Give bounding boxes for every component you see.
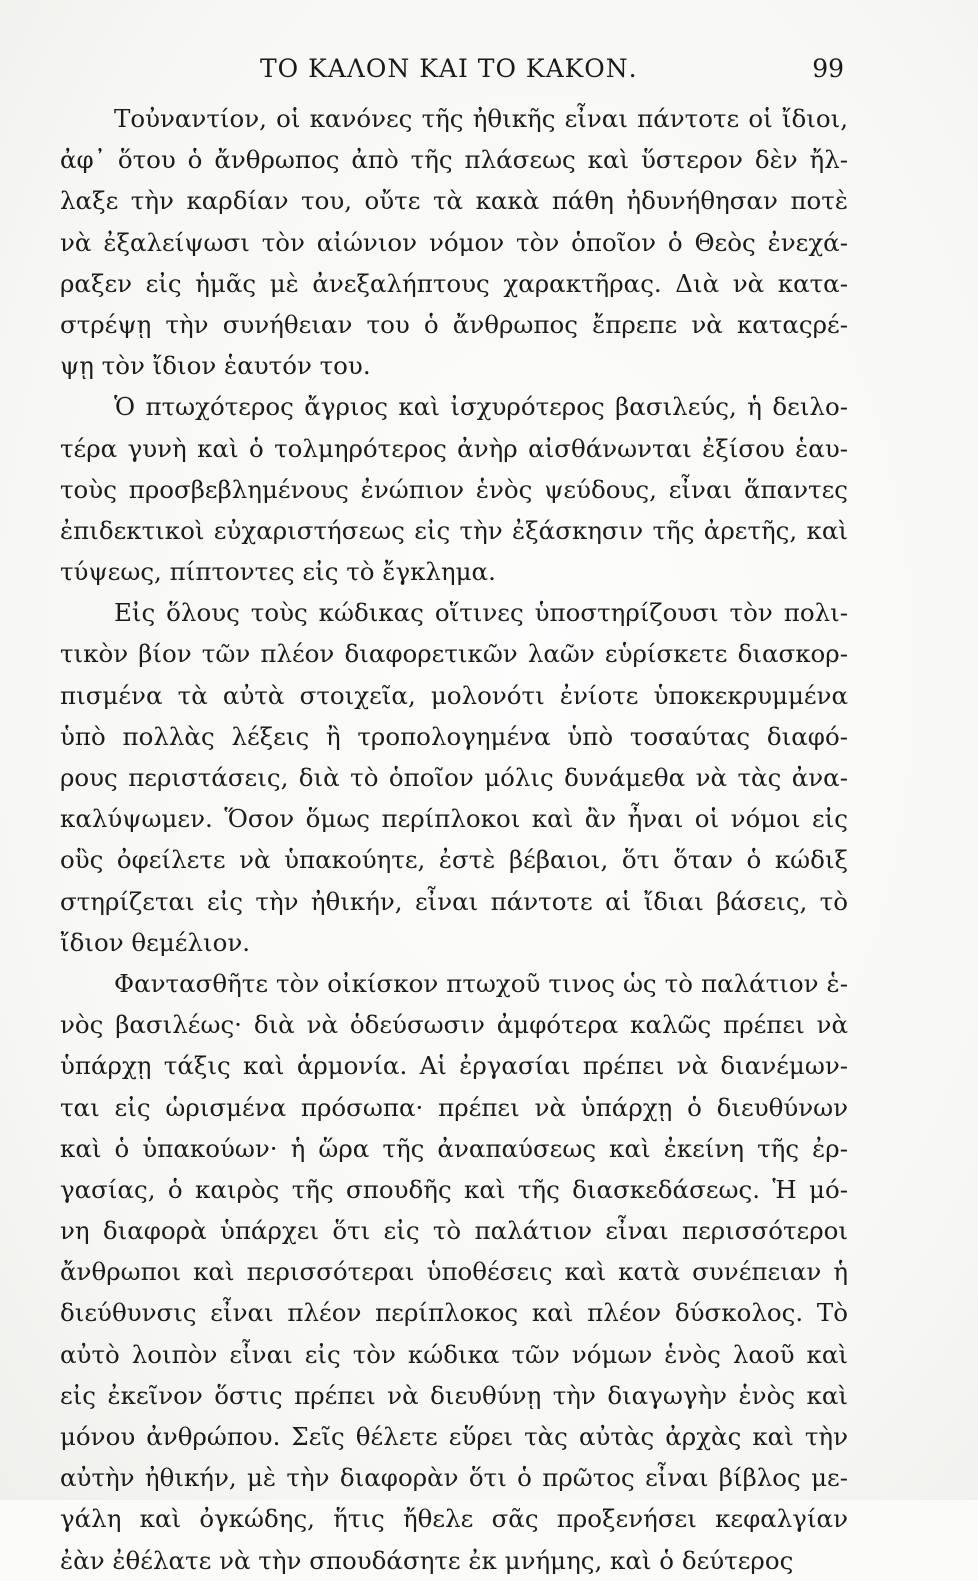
text-line: ρους περιστάσεις, διὰ τὸ ὁποῖον μόλις δυνάμεθα νὰ τὰς ἀνα- bbox=[60, 763, 848, 792]
text-line: ἀφ᾿ ὅτου ὁ ἄνθρωπος ἀπὸ τῆς πλάσεως καὶ ὕστερον δὲν ἤλ- bbox=[60, 145, 848, 175]
paragraph bbox=[60, 592, 848, 963]
text-line: τοὺς προσβεβλημένους ἐνώπιον ἑνὸς ψεύδους, εἶναι ἅπαντες bbox=[60, 474, 848, 504]
text-line: νὸς βασιλέως· διὰ νὰ ὁδεύσωσιν ἀμφότερα καλῶς πρέπει νὰ bbox=[60, 1010, 848, 1040]
page-number: 99 bbox=[812, 54, 844, 83]
text-line: ὑπὸ πολλὰς λέξεις ἢ τροπολογημένα ὑπὸ τοσαύτας διαφό- bbox=[60, 721, 848, 751]
running-title: ΤΟ ΚΑΛΟΝ ΚΑΙ ΤΟ ΚΑΚΟΝ. bbox=[260, 54, 638, 83]
text-line: ραξεν εἰς ἡμᾶς μὲ ἀνεξαλήπτους χαρακτῆρας. Διὰ νὰ κατα- bbox=[60, 268, 848, 298]
paragraph bbox=[60, 98, 848, 386]
text-line: ἄνθρωποι καὶ περισσότεραι ὑποθέσεις καὶ κατὰ συνέπειαν ἡ bbox=[60, 1257, 848, 1287]
text-line: ται εἰς ὡρισμένα πρόσωπα· πρέπει νὰ ὑπάρχῃ ὁ διευθύνων bbox=[60, 1092, 848, 1122]
text-line: γασίας, ὁ καιρὸς τῆς σπουδῆς καὶ τῆς διασκεδάσεως. Ἡ μό- bbox=[60, 1174, 848, 1204]
text-line: στηρίζεται εἰς τὴν ἠθικήν, εἶναι πάντοτε αἱ ἴδιαι βάσεις, τὸ bbox=[60, 886, 848, 916]
text-line: μόνου ἀνθρώπου. Σεῖς θέλετε εὕρει τὰς αὐτὰς ἀρχὰς καὶ τὴν bbox=[60, 1422, 848, 1451]
text-line: Ὁ πτωχότερος ἄγριος καὶ ἰσχυρότερος βασιλεύς, ἡ δειλο- bbox=[114, 392, 848, 422]
text-line: Τοὐναντίον, οἱ κανόνες τῆς ἠθικῆς εἶναι πάντοτε οἱ ἴδιοι, bbox=[114, 104, 848, 133]
text-line: ἐὰν ἐθέλατε νὰ τὴν σπουδάσητε ἐκ μνήμης, καὶ ὁ δεύτερος bbox=[60, 1545, 794, 1575]
text-line: πισμένα τὰ αὐτὰ στοιχεῖα, μολονότι ἐνίοτε ὑποκεκρυμμένα bbox=[60, 680, 848, 710]
text-line: στρέψῃ τὴν συνήθειαν του ὁ ἄνθρωπος ἔπρεπε νὰ καταςρέ- bbox=[60, 309, 848, 339]
text-line: Φαντασθῆτε τὸν οἰκίσκον πτωχοῦ τινος ὡς τὸ παλάτιον ἑ- bbox=[114, 968, 848, 998]
page-header bbox=[120, 52, 846, 92]
text-line: γάλη καὶ ὀγκώδης, ἥτις ἤθελε σᾶς προξενήσει κεφαλγίαν bbox=[60, 1504, 848, 1534]
text-line: τέρα γυνὴ καὶ ὁ τολμηρότερος ἀνὴρ αἰσθάνωνται ἐξίσου ἑαυ- bbox=[60, 433, 848, 463]
body-text bbox=[60, 98, 848, 1581]
text-line: οὓς ὀφείλετε νὰ ὑπακούητε, ἐστὲ βέβαιοι, ὅτι ὅταν ὁ κώδιξ bbox=[60, 845, 848, 875]
text-line: Εἰς ὅλους τοὺς κώδικας οἵτινες ὑποστηρίζουσι τὸν πολι- bbox=[114, 598, 848, 628]
text-line: λαξε τὴν καρδίαν του, οὔτε τὰ κακὰ πάθη ἠδυνήθησαν ποτὲ bbox=[60, 186, 848, 216]
text-line: νὰ ἐξαλείψωσι τὸν αἰώνιον νόμον τὸν ὁποῖον ὁ Θεὸς ἐνεχά- bbox=[60, 227, 848, 257]
paragraph bbox=[60, 963, 848, 1581]
text-line: τύψεως, πίπτοντες εἰς τὸ ἔγκλημα. bbox=[60, 557, 496, 587]
text-line: τικὸν βίον τῶν πλέον διαφορετικῶν λαῶν εὑρίσκετε διασκορ- bbox=[60, 639, 848, 669]
text-line: καλύψωμεν. Ὅσον ὅμως περίπλοκοι καὶ ἂν ἦναι οἱ νόμοι εἰς bbox=[60, 804, 848, 834]
text-line: καὶ ὁ ὑπακούων· ἡ ὥρα τῆς ἀναπαύσεως καὶ ἐκείνη τῆς ἐρ- bbox=[60, 1133, 848, 1163]
text-line: ἴδιον θεμέλιον. bbox=[60, 927, 251, 957]
paragraph bbox=[60, 386, 848, 592]
text-line: ψῃ τὸν ἴδιον ἑαυτόν του. bbox=[60, 351, 371, 381]
text-line: νη διαφορὰ ὑπάρχει ὅτι εἰς τὸ παλάτιον εἶναι περισσότεροι bbox=[60, 1216, 848, 1246]
text-line: εἰς ἐκεῖνον ὅστις πρέπει νὰ διευθύνῃ τὴν διαγωγὴν ἑνὸς καὶ bbox=[60, 1380, 848, 1410]
text-line: αὐτὸ λοιπὸν εἶναι εἰς τὸν κώδικα τῶν νόμων ἑνὸς λαοῦ καὶ bbox=[60, 1339, 848, 1369]
text-line: διεύθυνσις εἶναι πλέον περίπλοκος καὶ πλέον δύσκολος. Τὸ bbox=[60, 1298, 848, 1328]
text-line: αὐτὴν ἠθικήν, μὲ τὴν διαφορὰν ὅτι ὁ πρῶτος εἶναι βίβλος με- bbox=[60, 1463, 848, 1493]
text-line: ὑπάρχῃ τάξις καὶ ἁρμονία. Αἱ ἐργασίαι πρέπει νὰ διανέμων- bbox=[60, 1051, 848, 1081]
text-line: ἐπιδεκτικοὶ εὐχαριστήσεως εἰς τὴν ἐξάσκησιν τῆς ἀρετῆς, καὶ bbox=[60, 515, 848, 545]
